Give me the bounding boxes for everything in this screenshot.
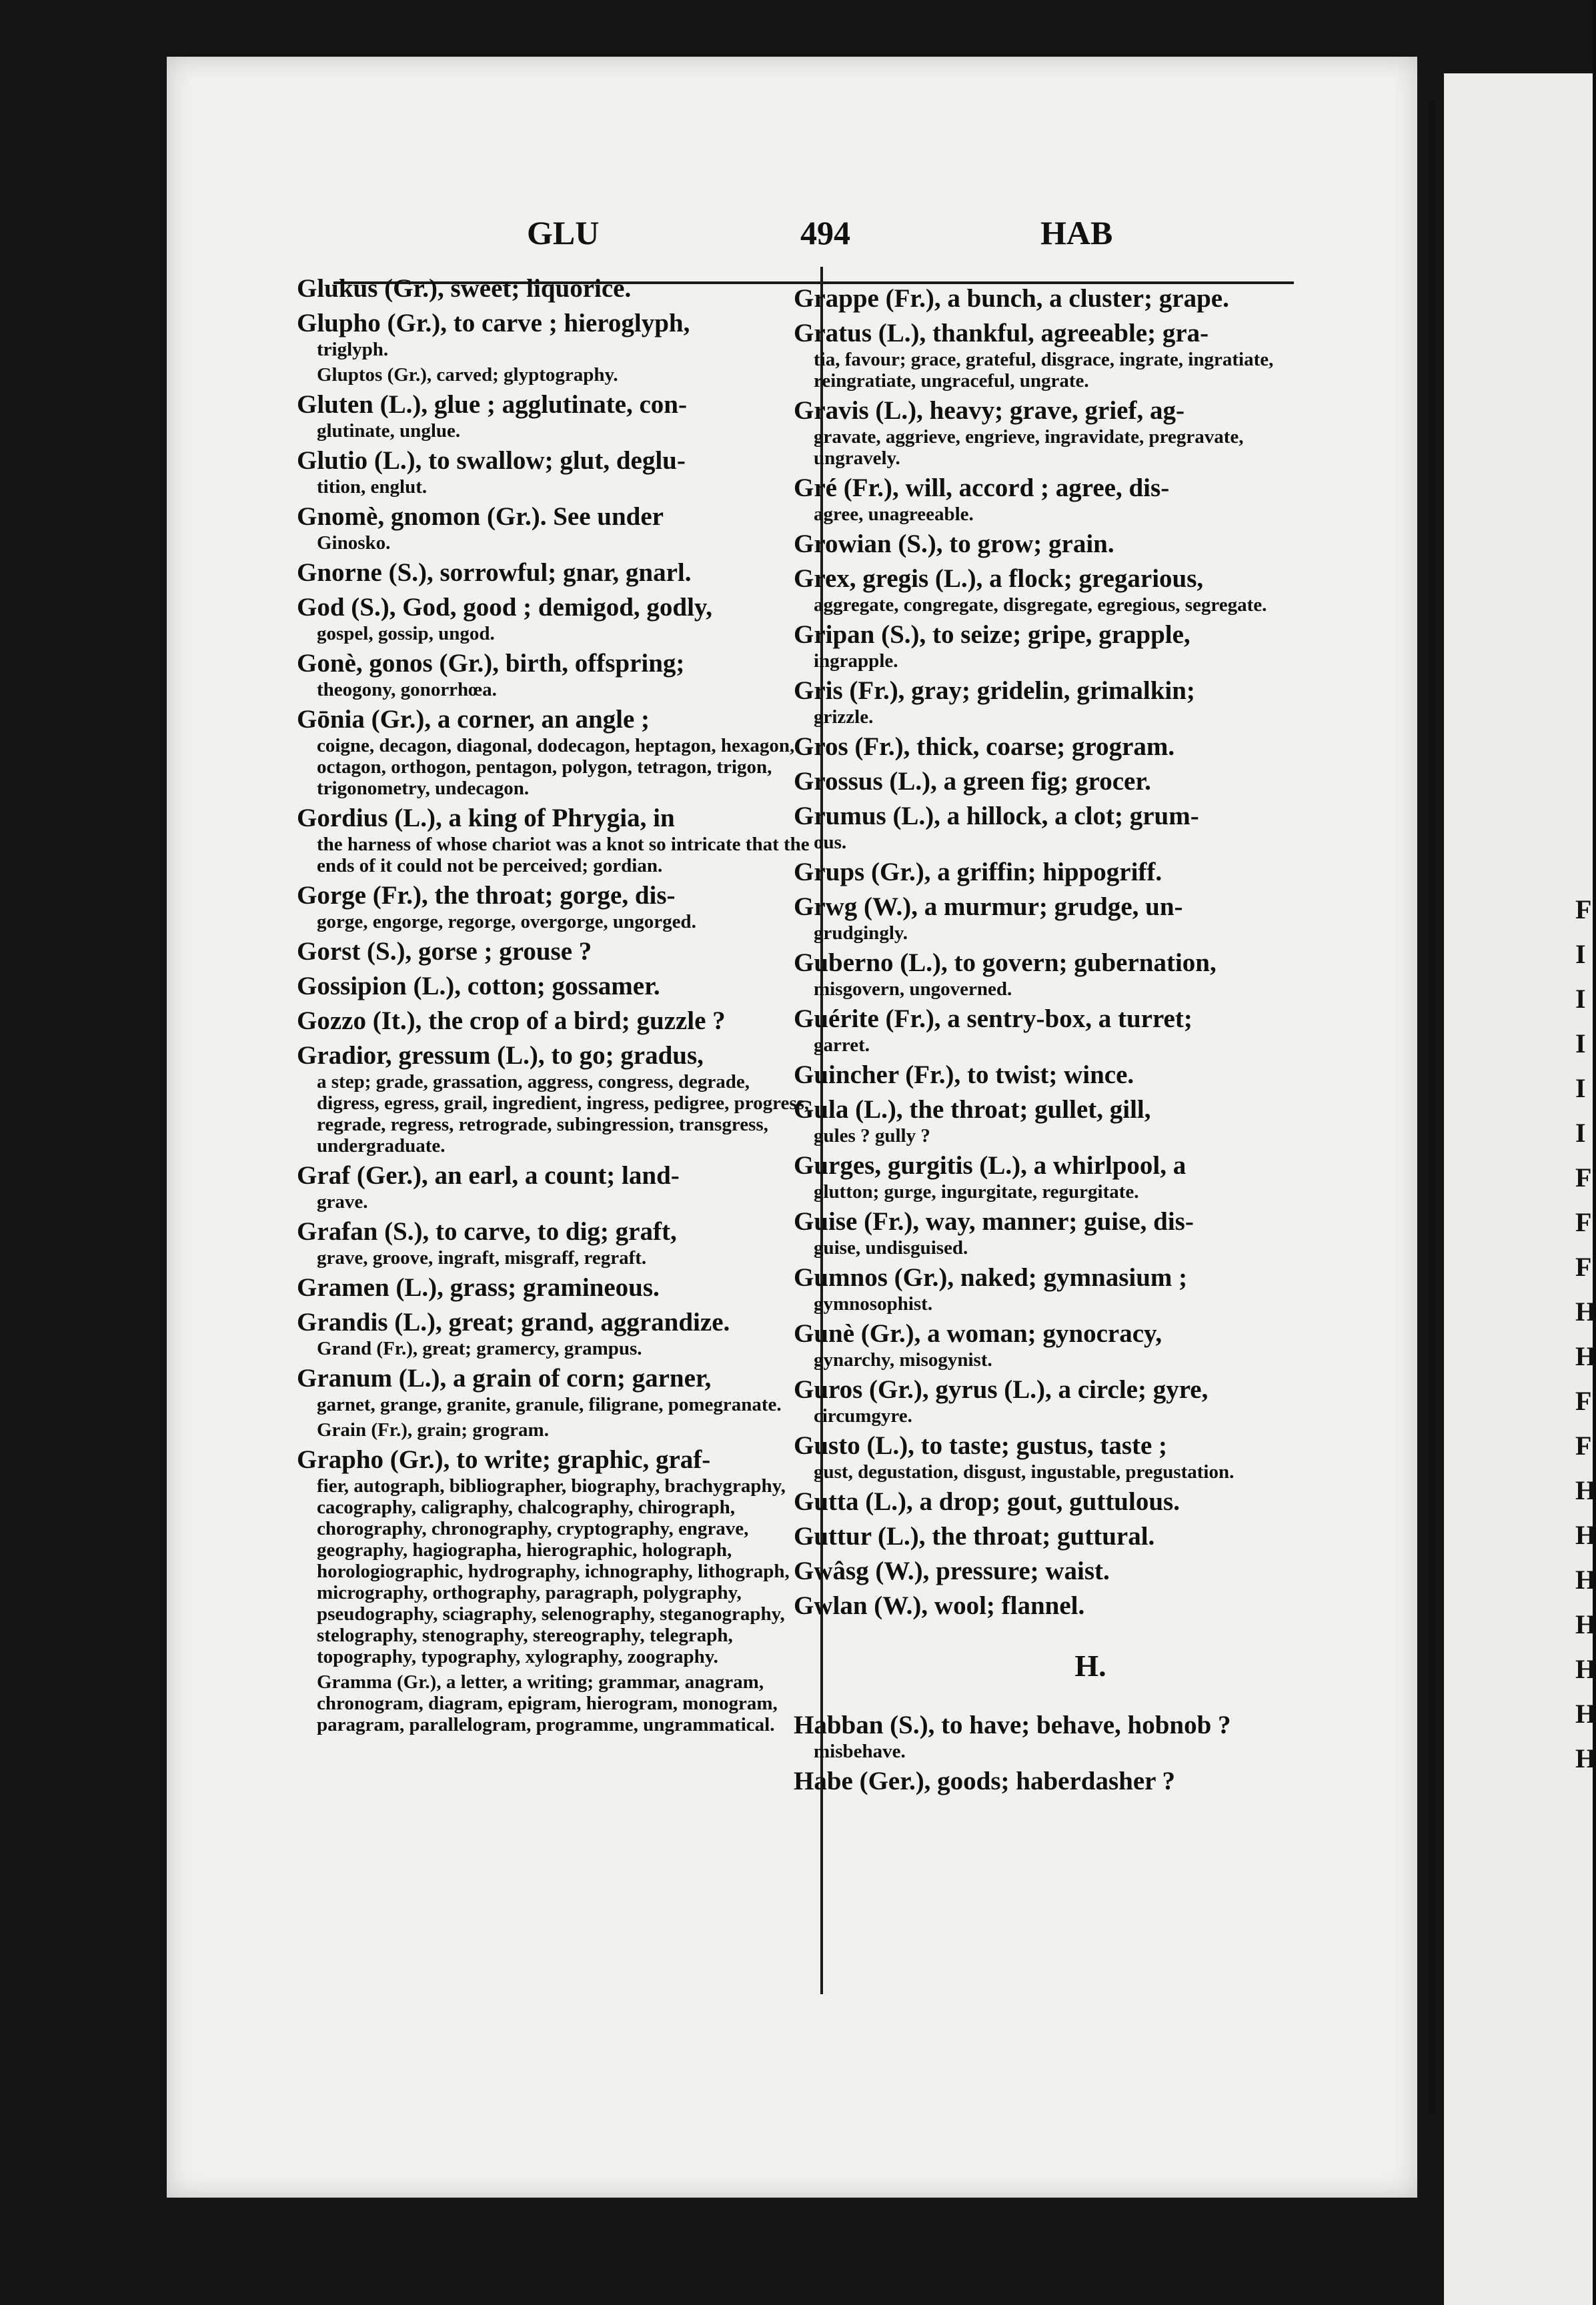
dictionary-entry [297,502,810,554]
dictionary-entry [794,1431,1321,1483]
entry-derivatives: theogony, gonorrhœa. [317,679,497,700]
entry-headline: Granum (L.), a grain of corn; garner, [297,1364,712,1393]
facing-page-letter: H [1575,1475,1596,1505]
entry-derivatives: gymnosophist. [814,1293,933,1315]
facing-page-letter: H [1575,1654,1596,1684]
entry-headline: Guincher (Fr.), to twist; wince. [794,1060,1134,1089]
dictionary-entry [297,390,810,442]
entry-derivatives: Gramma (Gr.), a letter, a writing; grammar, anagram, chronogram, diagram, epigram, hierogram, monogram, paragram, parallelogram, programme, ungrammatical. [317,1671,778,1735]
dictionary-entry [297,803,810,876]
entry-headline: Gwâsg (W.), pressure; waist. [794,1557,1110,1585]
entry-derivatives: aggregate, congregate, disgregate, egregious, segregate. [814,594,1267,616]
entry-derivatives: gorge, engorge, regorge, overgorge, ungorged. [317,911,696,932]
entry-headline: Habe (Ger.), goods; haberdasher ? [794,1767,1176,1795]
dictionary-entry [297,446,810,498]
entry-headline: Gunè (Gr.), a woman; gynocracy, [794,1319,1162,1348]
entry-derivatives: misbehave. [814,1741,906,1762]
entry-headline: Guberno (L.), to govern; gubernation, [794,948,1217,977]
facing-page-letters [1575,887,1596,1781]
dictionary-entry [794,283,1321,314]
entry-derivatives: ous. [814,832,847,853]
dictionary-entry [794,396,1321,469]
facing-page-letter: H [1575,1341,1596,1371]
entry-headline: Graf (Ger.), an earl, a count; land- [297,1161,680,1190]
running-header [527,213,1287,263]
entry-headline: Guttur (L.), the throat; guttural. [794,1522,1155,1551]
entry-derivatives: glutton; gurge, ingurgitate, regurgitate. [814,1181,1139,1203]
entry-headline: Gozzo (It.), the crop of a bird; guzzle ? [297,1006,726,1035]
entry-derivatives: Grain (Fr.), grain; grogram. [317,1419,549,1441]
dictionary-entry [794,892,1321,944]
dictionary-entry [794,529,1321,560]
entry-headline: Gré (Fr.), will, accord ; agree, dis- [794,474,1170,502]
entry-headline: Gorst (S.), gorse ; grouse ? [297,937,592,966]
dictionary-entry [297,1006,810,1036]
entry-headline: Gnomè, gnomon (Gr.). See under [297,502,664,531]
facing-page-letter: H [1575,1297,1596,1327]
facing-page-letter: I [1575,1028,1586,1058]
entry-derivatives: gospel, gossip, ungod. [317,623,495,644]
entry-derivatives: gust, degustation, disgust, ingustable, pregustation. [814,1461,1235,1483]
entry-derivatives: gravate, aggrieve, engrieve, ingravidate, pregravate, ungravely. [814,426,1244,469]
dictionary-entry [297,1671,810,1735]
dictionary-entry [794,948,1321,1000]
entry-headline: Guros (Gr.), gyrus (L.), a circle; gyre, [794,1375,1209,1404]
section-letter-h: H. [1074,1649,1106,1683]
header-left-guide: GLU [527,214,600,251]
entry-derivatives: ingrapple. [814,650,898,672]
facing-page-letter: I [1575,939,1586,969]
dictionary-entry [794,1710,1321,1762]
entry-derivatives: a step; grade, grassation, aggress, congress, degrade, digress, egress, grail, ingredient, ingress, pedigree, progress, regrade, regress, retrograde, subingression, transgress, undergraduate. [317,1071,810,1157]
entry-derivatives: grave. [317,1191,368,1213]
entry-derivatives: tia, favour; grace, grateful, disgrace, ingrate, ingratiate, reingratiate, ungraceful, ungrate. [814,349,1274,392]
entry-derivatives: coigne, decagon, diagonal, dodecagon, heptagon, hexagon, octagon, orthogon, pentagon, polygon, tetragon, trigon, trigonometry, undecagon. [317,735,795,799]
entry-headline: Gorge (Fr.), the throat; gorge, dis- [297,881,676,910]
entry-derivatives: gules ? gully ? [814,1125,930,1146]
dictionary-entry [297,1419,810,1441]
dictionary-entry [297,971,810,1002]
entry-headline: Gonè, gonos (Gr.), birth, offspring; [297,649,685,678]
dictionary-entry [794,318,1321,392]
facing-page-letter: F [1575,1431,1592,1461]
left-column [297,273,810,1739]
dictionary-entry [297,1161,810,1213]
dictionary-entry [297,558,810,588]
dictionary-entry [297,1273,810,1303]
right-column-h-entries [794,1710,1321,1797]
dictionary-entry [297,308,810,360]
entry-headline: Grex, gregis (L.), a flock; gregarious, [794,564,1204,593]
right-column [794,283,1321,1801]
entry-headline: Gordius (L.), a king of Phrygia, in [297,804,675,832]
entry-derivatives: fier, autograph, bibliographer, biography, brachygraphy, cacography, caligraphy, chalcography, chirograph, chorography, chronography, cryptography, engrave, geography, hagiographa, hierographic, holograph, horologiographic, hydrography, ichnography, lithograph, micrography, orthography, paragraph, polygraphy, pseudography, sciagraphy, selenography, steganography, stelography, stenography, stereography, telegraph, topography, typography, xylography, zoography. [317,1475,790,1667]
entry-headline: Gluten (L.), glue ; agglutinate, con- [297,390,687,419]
entry-headline: Glukus (Gr.), sweet; liquorice. [297,274,632,303]
dictionary-entry [794,1094,1321,1146]
dictionary-entry [297,880,810,932]
page-number: 494 [800,214,850,251]
entry-headline: Gurges, gurgitis (L.), a whirlpool, a [794,1151,1186,1180]
entry-headline: Gravis (L.), heavy; grave, grief, ag- [794,396,1184,425]
entry-headline: Gula (L.), the throat; gullet, gill, [794,1095,1151,1124]
entry-derivatives: the harness of whose chariot was a knot so intricate that the ends of it could not be perceived; gordian. [317,834,810,876]
dictionary-entry [794,1207,1321,1259]
dictionary-entry [297,1217,810,1269]
entry-derivatives: triglyph. [317,339,389,360]
facing-page-edge [1444,73,1596,2305]
dictionary-entry [794,1263,1321,1315]
entry-headline: Gripan (S.), to seize; gripe, grapple, [794,620,1190,649]
entry-headline: Grwg (W.), a murmur; grudge, un- [794,892,1183,921]
dictionary-entry [297,273,810,304]
dictionary-entry [794,1487,1321,1517]
right-column-g-entries [794,283,1321,1621]
facing-page-letter: I [1575,1118,1586,1148]
facing-page-letter: I [1575,1073,1586,1103]
entry-headline: Guérite (Fr.), a sentry-box, a turret; [794,1004,1192,1033]
entry-derivatives: tition, englut. [317,476,428,498]
dictionary-entry [297,648,810,700]
dictionary-entry [794,1375,1321,1427]
dictionary-entry [794,1556,1321,1587]
entry-derivatives: grave, groove, ingraft, misgraff, regraft. [317,1247,647,1269]
entry-headline: Guise (Fr.), way, manner; guise, dis- [794,1207,1194,1236]
entry-headline: Gōnia (Gr.), a corner, an angle ; [297,705,650,734]
entry-derivatives: garnet, grange, granite, granule, filigrane, pomegranate. [317,1394,782,1415]
entry-headline: Grafan (S.), to carve, to dig; graft, [297,1217,677,1246]
facing-page-rule [1429,100,1435,2114]
dictionary-entry [297,364,810,386]
entry-derivatives: grudgingly. [814,922,908,944]
facing-page-letter: F [1575,894,1592,924]
entry-derivatives: glutinate, unglue. [317,420,461,442]
dictionary-entry [794,801,1321,853]
dictionary-entry [794,1591,1321,1621]
dictionary-entry [794,1060,1321,1090]
entry-headline: Glutio (L.), to swallow; glut, deglu- [297,446,686,475]
entry-derivatives: Ginosko. [317,532,391,554]
dictionary-entry [794,1150,1321,1203]
dictionary-entry [794,766,1321,797]
dictionary-entry [297,704,810,799]
entry-headline: Grapho (Gr.), to write; graphic, graf- [297,1445,711,1474]
entry-derivatives: gynarchy, misogynist. [814,1349,992,1371]
entry-headline: God (S.), God, good ; demigod, godly, [297,593,713,622]
facing-page-letter: F [1575,1207,1592,1237]
entry-headline: Grups (Gr.), a griffin; hippogriff. [794,858,1162,886]
entry-derivatives: misgovern, ungoverned. [814,978,1012,1000]
entry-headline: Gwlan (W.), wool; flannel. [794,1591,1085,1620]
entry-headline: Gramen (L.), grass; gramineous. [297,1273,660,1302]
dictionary-entry [794,676,1321,728]
entry-headline: Grossus (L.), a green fig; grocer. [794,767,1151,796]
entry-derivatives: guise, undisguised. [814,1237,968,1259]
entry-derivatives: Gluptos (Gr.), carved; glyptography. [317,364,618,386]
facing-page-letter: H [1575,1699,1596,1729]
header-right-guide: HAB [1040,214,1113,251]
facing-page-letter: F [1575,1252,1592,1282]
entry-headline: Gratus (L.), thankful, agreeable; gra- [794,319,1209,347]
entry-headline: Gutta (L.), a drop; gout, guttulous. [794,1487,1180,1516]
dictionary-entry [794,564,1321,616]
dictionary-entry [794,620,1321,672]
facing-page-letter: F [1575,1386,1592,1416]
entry-headline: Gusto (L.), to taste; gustus, taste ; [794,1431,1168,1460]
entry-headline: Grappe (Fr.), a bunch, a cluster; grape. [794,284,1229,313]
facing-page-letter: H [1575,1565,1596,1595]
entry-derivatives: agree, unagreeable. [814,504,974,525]
entry-derivatives: circumgyre. [814,1405,912,1427]
entry-headline: Habban (S.), to have; behave, hobnob ? [794,1711,1231,1739]
entry-headline: Growian (S.), to grow; grain. [794,530,1114,558]
dictionary-entry [297,592,810,644]
entry-derivatives: garret. [814,1034,870,1056]
dictionary-entry [794,1004,1321,1056]
facing-page-letter: H [1575,1609,1596,1639]
entry-headline: Gradior, gressum (L.), to go; gradus, [297,1041,704,1070]
dictionary-entry [297,1363,810,1415]
entry-derivatives: grizzle. [814,706,874,728]
entry-headline: Grumus (L.), a hillock, a clot; grum- [794,802,1199,830]
facing-page-letter: I [1575,984,1586,1014]
dictionary-entry [297,1445,810,1667]
entry-headline: Gris (Fr.), gray; gridelin, grimalkin; [794,676,1195,705]
facing-page-letter: H [1575,1743,1596,1773]
dictionary-entry [794,1766,1321,1797]
facing-page-letter: H [1575,1520,1596,1550]
dictionary-entry [297,1307,810,1359]
dictionary-entry [794,473,1321,525]
dictionary-entry [794,732,1321,762]
dictionary-entry [794,857,1321,888]
dictionary-entry [794,1521,1321,1552]
entry-headline: Gnorne (S.), sorrowful; gnar, gnarl. [297,558,692,587]
entry-headline: Gros (Fr.), thick, coarse; grogram. [794,732,1175,761]
entry-headline: Gumnos (Gr.), naked; gymnasium ; [794,1263,1188,1292]
dictionary-entry [794,1319,1321,1371]
dictionary-entry [297,1040,810,1157]
entry-headline: Gossipion (L.), cotton; gossamer. [297,972,660,1000]
facing-page-letter: F [1575,1163,1592,1193]
dictionary-entry [297,936,810,967]
entry-headline: Glupho (Gr.), to carve ; hieroglyph, [297,309,690,337]
entry-derivatives: Grand (Fr.), great; gramercy, grampus. [317,1338,642,1359]
entry-headline: Grandis (L.), great; grand, aggrandize. [297,1308,730,1337]
